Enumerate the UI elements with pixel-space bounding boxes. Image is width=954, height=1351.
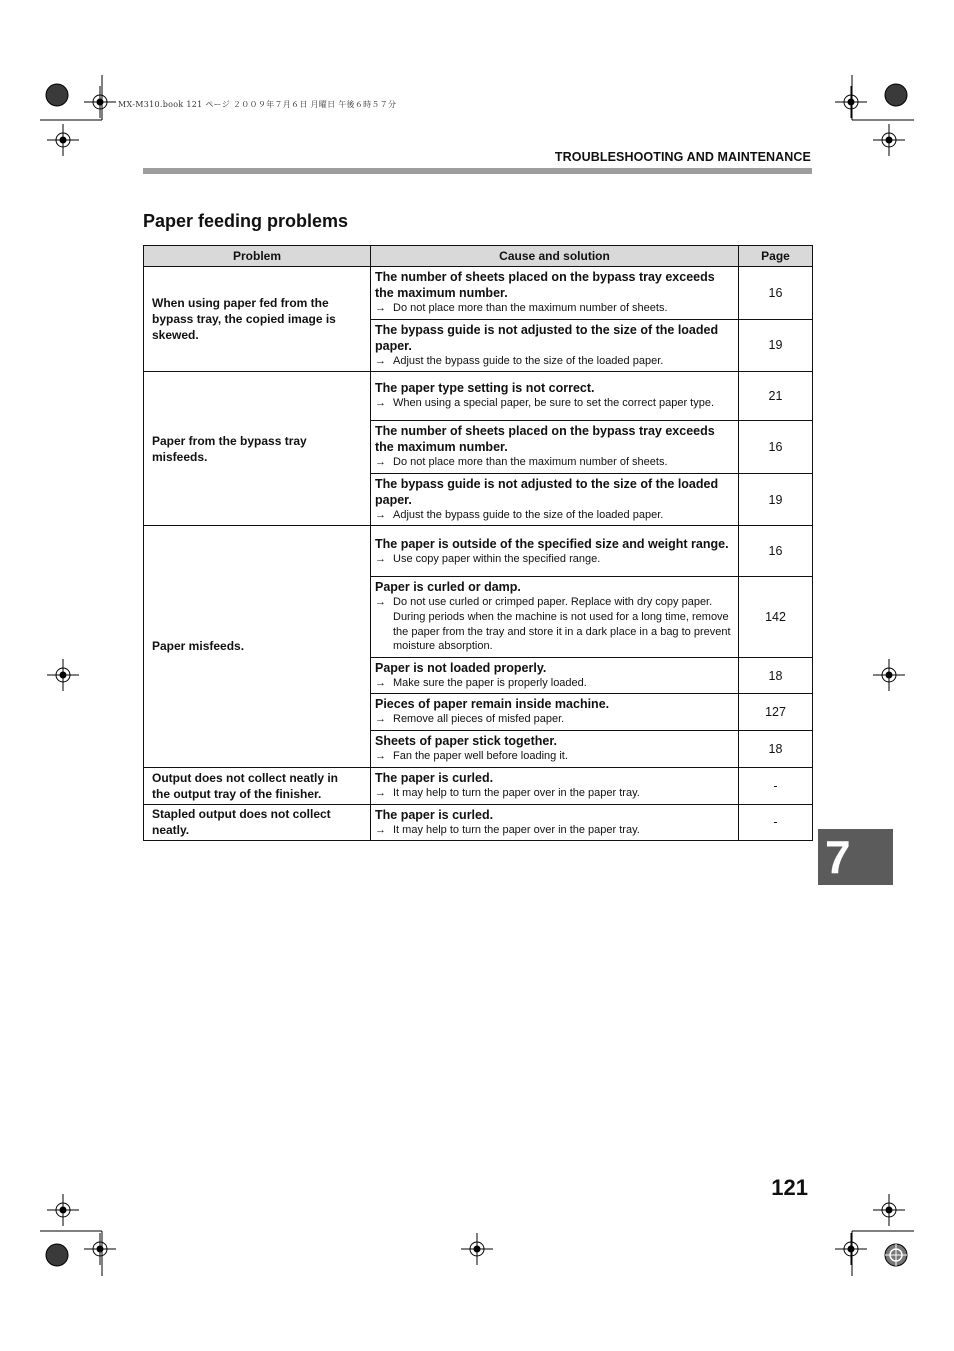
arrow-right-icon: → [375, 713, 386, 726]
solution-note [375, 786, 732, 801]
print-info-line: MX-M310.book 121 ページ ２００９年７月６日 月曜日 午後６時５７分 [118, 100, 397, 109]
solution-text: Do not place more than the maximum number of sheets. [393, 456, 668, 469]
solution-note [375, 354, 732, 369]
cause-cell [371, 267, 739, 320]
cause-title: Paper is not loaded properly. [375, 660, 547, 675]
page-ref-cell: 21 [739, 372, 813, 421]
solution-text: When using a special paper, be sure to set the correct paper type. [393, 397, 715, 410]
problem-cell: Paper misfeeds. [144, 526, 371, 767]
cause-title: The paper is curled. [375, 770, 494, 785]
solution-text: Adjust the bypass guide to the size of the loaded paper. [393, 508, 664, 521]
header-title: TROUBLESHOOTING AND MAINTENANCE [554, 150, 811, 164]
table-header-row [144, 246, 813, 267]
arrow-right-icon: → [375, 823, 386, 836]
solution-note [375, 396, 732, 411]
solution-note [375, 676, 732, 691]
solution-note [375, 552, 732, 567]
page-ref-cell: 18 [739, 730, 813, 767]
cause-cell [371, 657, 739, 694]
page-ref-cell: 16 [739, 526, 813, 577]
cause-cell [371, 767, 739, 804]
solution-note [375, 455, 732, 470]
cause-cell [371, 730, 739, 767]
troubleshooting-table [143, 245, 813, 841]
table-body [144, 267, 813, 841]
solution-text: Remove all pieces of misfed paper. [393, 713, 565, 726]
arrow-right-icon: → [375, 552, 386, 565]
cause-title: The bypass guide is not adjusted to the size of the loaded paper. [375, 322, 719, 353]
cause-cell [371, 319, 739, 372]
arrow-right-icon: → [375, 508, 386, 521]
table-row [144, 526, 813, 577]
page-ref-cell: 16 [739, 267, 813, 320]
page-ref-cell: 19 [739, 319, 813, 372]
cause-title: The bypass guide is not adjusted to the size of the loaded paper. [375, 476, 719, 507]
page-ref-cell: - [739, 767, 813, 804]
page-ref-cell: 16 [739, 421, 813, 474]
cause-title: The paper type setting is not correct. [375, 381, 595, 396]
header-divider-bar [143, 168, 812, 174]
cause-title: The number of sheets placed on the bypass tray exceeds the maximum number. [375, 424, 715, 455]
solution-text: Make sure the paper is properly loaded. [393, 676, 587, 689]
arrow-right-icon: → [375, 786, 386, 799]
cause-cell [371, 473, 739, 526]
solution-text: Do not place more than the maximum number of sheets. [393, 302, 668, 314]
column-header-problem: Problem [144, 246, 371, 267]
cause-cell [371, 372, 739, 421]
arrow-right-icon: → [375, 397, 386, 410]
cause-title: Paper is curled or damp. [375, 580, 521, 595]
column-header-page: Page [739, 246, 813, 267]
column-header-cause: Cause and solution [371, 246, 739, 267]
solution-note [375, 595, 732, 653]
problem-cell: When using paper fed from the bypass tray, the copied image is skewed. [144, 267, 371, 372]
solution-text: Do not use curled or crimped paper. Replace with dry copy paper. During periods when the machine is not used for a long time, remove the paper from the tray and store it in a dark place in a bag to prevent moisture absorption. [393, 596, 731, 653]
solution-text: Use copy paper within the specified range. [393, 552, 601, 565]
cause-cell [371, 421, 739, 474]
cause-cell [371, 804, 739, 841]
page-ref-cell: - [739, 804, 813, 841]
problem-cell: Stapled output does not collect neatly. [144, 804, 371, 841]
cause-cell [371, 526, 739, 577]
solution-text: It may help to turn the paper over in the paper tray. [393, 823, 640, 836]
solution-note [375, 712, 732, 727]
chapter-tab: 7 [818, 829, 893, 885]
solution-text: Fan the paper well before loading it. [393, 749, 568, 762]
page-number: 121 [771, 1175, 808, 1200]
arrow-right-icon: → [375, 676, 386, 689]
problem-cell: Paper from the bypass tray misfeeds. [144, 372, 371, 526]
page-ref-cell: 142 [739, 577, 813, 657]
arrow-right-icon: → [375, 456, 386, 469]
solution-text: Adjust the bypass guide to the size of the loaded paper. [393, 354, 664, 367]
arrow-right-icon: → [375, 749, 386, 762]
arrow-right-icon: → [375, 596, 386, 609]
cause-title: The number of sheets placed on the bypass tray exceeds the maximum number. [375, 270, 715, 300]
page-ref-cell: 19 [739, 473, 813, 526]
table-row [144, 767, 813, 804]
cause-title: The paper is outside of the specified size and weight range. [375, 536, 729, 551]
problem-cell: Output does not collect neatly in the output tray of the finisher. [144, 767, 371, 804]
solution-text: It may help to turn the paper over in the paper tray. [393, 786, 640, 799]
cause-cell [371, 577, 739, 657]
table-row [144, 267, 813, 320]
table-row [144, 372, 813, 421]
solution-note [375, 301, 732, 316]
section-title: Paper feeding problems [143, 211, 349, 231]
solution-note [375, 823, 732, 838]
arrow-right-icon: → [375, 354, 386, 367]
cause-title: The paper is curled. [375, 807, 494, 822]
table-row [144, 804, 813, 841]
cause-title: Pieces of paper remain inside machine. [375, 697, 610, 712]
cause-title: Sheets of paper stick together. [375, 733, 557, 748]
solution-note [375, 749, 732, 764]
page-ref-cell: 127 [739, 694, 813, 731]
solution-note [375, 508, 732, 523]
cause-cell [371, 694, 739, 731]
page-ref-cell: 18 [739, 657, 813, 694]
arrow-right-icon: → [375, 302, 386, 314]
